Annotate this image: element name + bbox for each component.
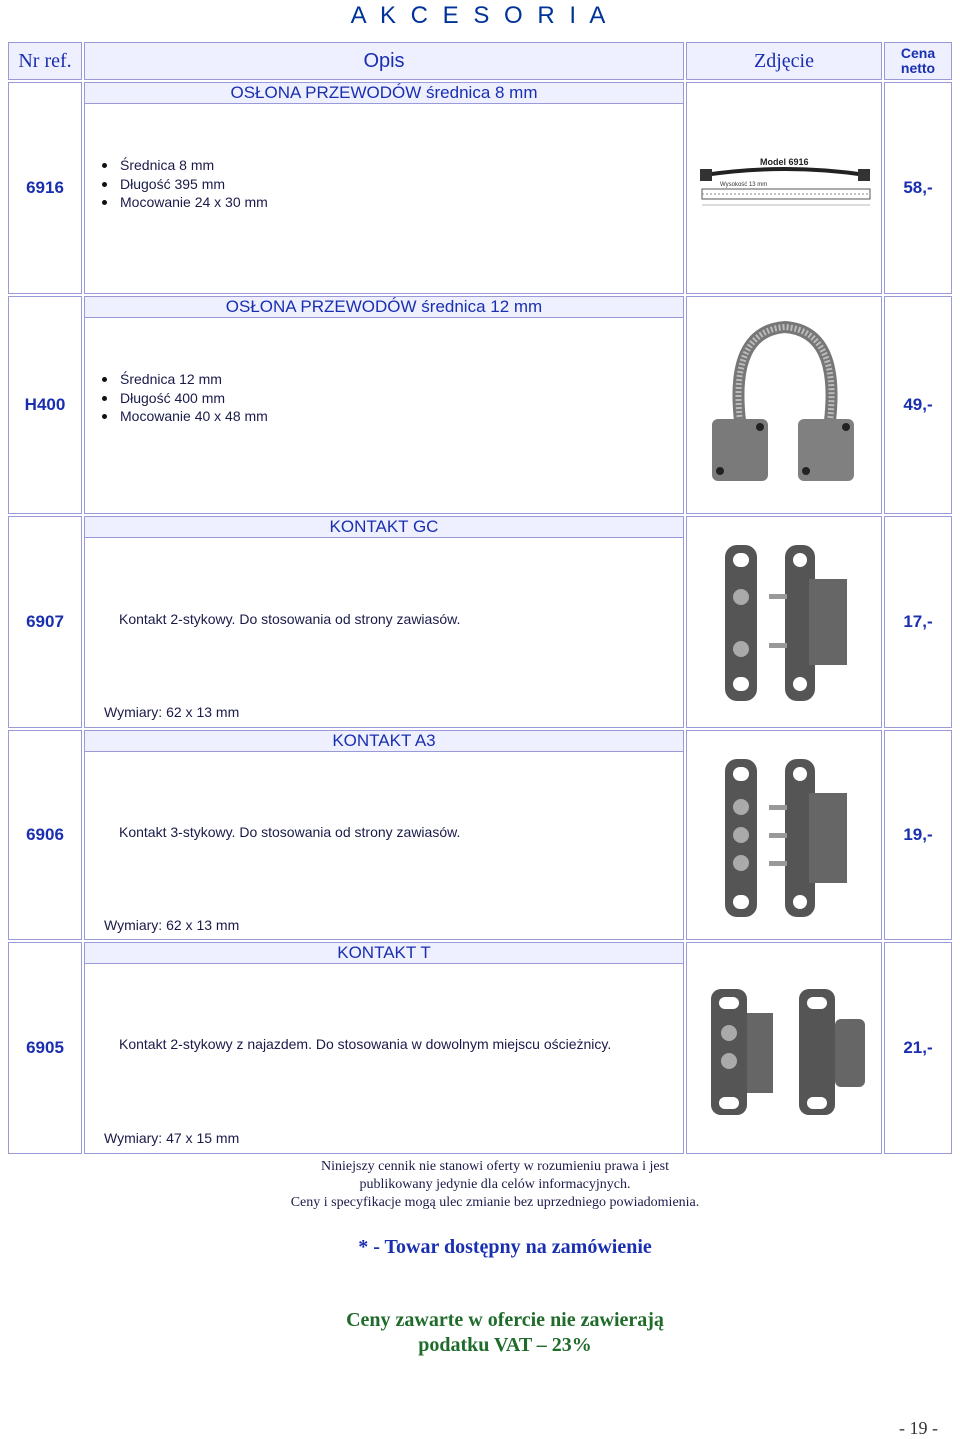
vat-note-line-2: podatku VAT – 23%: [418, 1334, 592, 1356]
section-title: KONTAKT GC: [84, 516, 684, 538]
header-photo: Zdjęcie: [686, 42, 882, 80]
section-title: OSŁONA PRZEWODÓW średnica 8 mm: [84, 82, 684, 104]
product-ref: 6916: [8, 82, 82, 294]
product-ref: 6906: [8, 730, 82, 940]
section-title: OSŁONA PRZEWODÓW średnica 12 mm: [84, 296, 684, 318]
feature-item: Mocowanie 24 x 30 mm: [100, 193, 268, 212]
product-photo-cell: [686, 82, 882, 294]
product-dimensions: Wymiary: 62 x 13 mm: [104, 917, 240, 933]
image-subcaption: Wysokość 13 mm: [720, 182, 768, 188]
disclaimer-line-2: publikowany jedynie dla celów informacyjnych.: [359, 1177, 631, 1192]
header-description: Opis: [84, 42, 684, 80]
disclaimer-line-1: Niniejszy cennik nie stanowi oferty w rozumieniu prawa i jest: [321, 1159, 669, 1174]
page-number: - 19 -: [899, 1418, 938, 1438]
feature-item: Średnica 12 mm: [100, 370, 268, 389]
contact-a3-photo: [717, 755, 877, 925]
product-photo-cell: [686, 942, 882, 1154]
product-dimensions: Wymiary: 47 x 15 mm: [104, 1130, 240, 1146]
feature-item: Długość 400 mm: [100, 389, 268, 408]
product-ref: 6907: [8, 516, 82, 728]
header-ref: Nr ref.: [8, 42, 82, 80]
product-price: 58,-: [884, 82, 952, 294]
header-price: [884, 42, 952, 80]
feature-item: Długość 395 mm: [100, 175, 268, 194]
armored-cable-drawing: [690, 149, 880, 229]
product-description: Kontakt 2-stykowy z najazdem. Do stosowania w dowolnym miejscu ościeżnicy.: [119, 1036, 612, 1052]
contact-gc-photo: [717, 539, 877, 709]
disclaimer-line-3: Ceny i specyfikacje mogą ulec zmianie bez uprzedniego powiadomienia.: [290, 1195, 700, 1210]
product-ref: H400: [8, 296, 82, 514]
product-price: 21,-: [884, 942, 952, 1154]
contact-t-photo: [707, 983, 877, 1123]
product-price: 49,-: [884, 296, 952, 514]
header-price-line2: netto: [900, 60, 936, 76]
product-description: Kontakt 3-stykowy. Do stosowania od strony zawiasów.: [119, 824, 461, 840]
metal-hose-photo: [700, 301, 870, 511]
product-price: 19,-: [884, 730, 952, 940]
vat-note-line-1: Ceny zawarte w ofercie nie zawierają: [346, 1309, 664, 1331]
page-title: A K C E S O R I A: [350, 2, 610, 29]
product-description: Kontakt 2-stykowy. Do stosowania od strony zawiasów.: [119, 611, 461, 627]
product-ref: 6905: [8, 942, 82, 1154]
product-dimensions: Wymiary: 62 x 13 mm: [104, 704, 240, 720]
product-price: 17,-: [884, 516, 952, 728]
section-title: KONTAKT A3: [84, 730, 684, 752]
image-caption: Model 6916: [760, 157, 809, 167]
product-photo-cell: [686, 296, 882, 514]
header-price-line1: Cena: [900, 45, 936, 61]
product-photo-cell: [686, 516, 882, 728]
order-note: * - Towar dostępny na zamówienie: [358, 1236, 652, 1258]
product-photo-cell: [686, 730, 882, 940]
feature-list: [100, 370, 268, 426]
section-title: KONTAKT T: [84, 942, 684, 964]
feature-item: Średnica 8 mm: [100, 156, 268, 175]
feature-list: [100, 156, 268, 212]
feature-item: Mocowanie 40 x 48 mm: [100, 407, 268, 426]
